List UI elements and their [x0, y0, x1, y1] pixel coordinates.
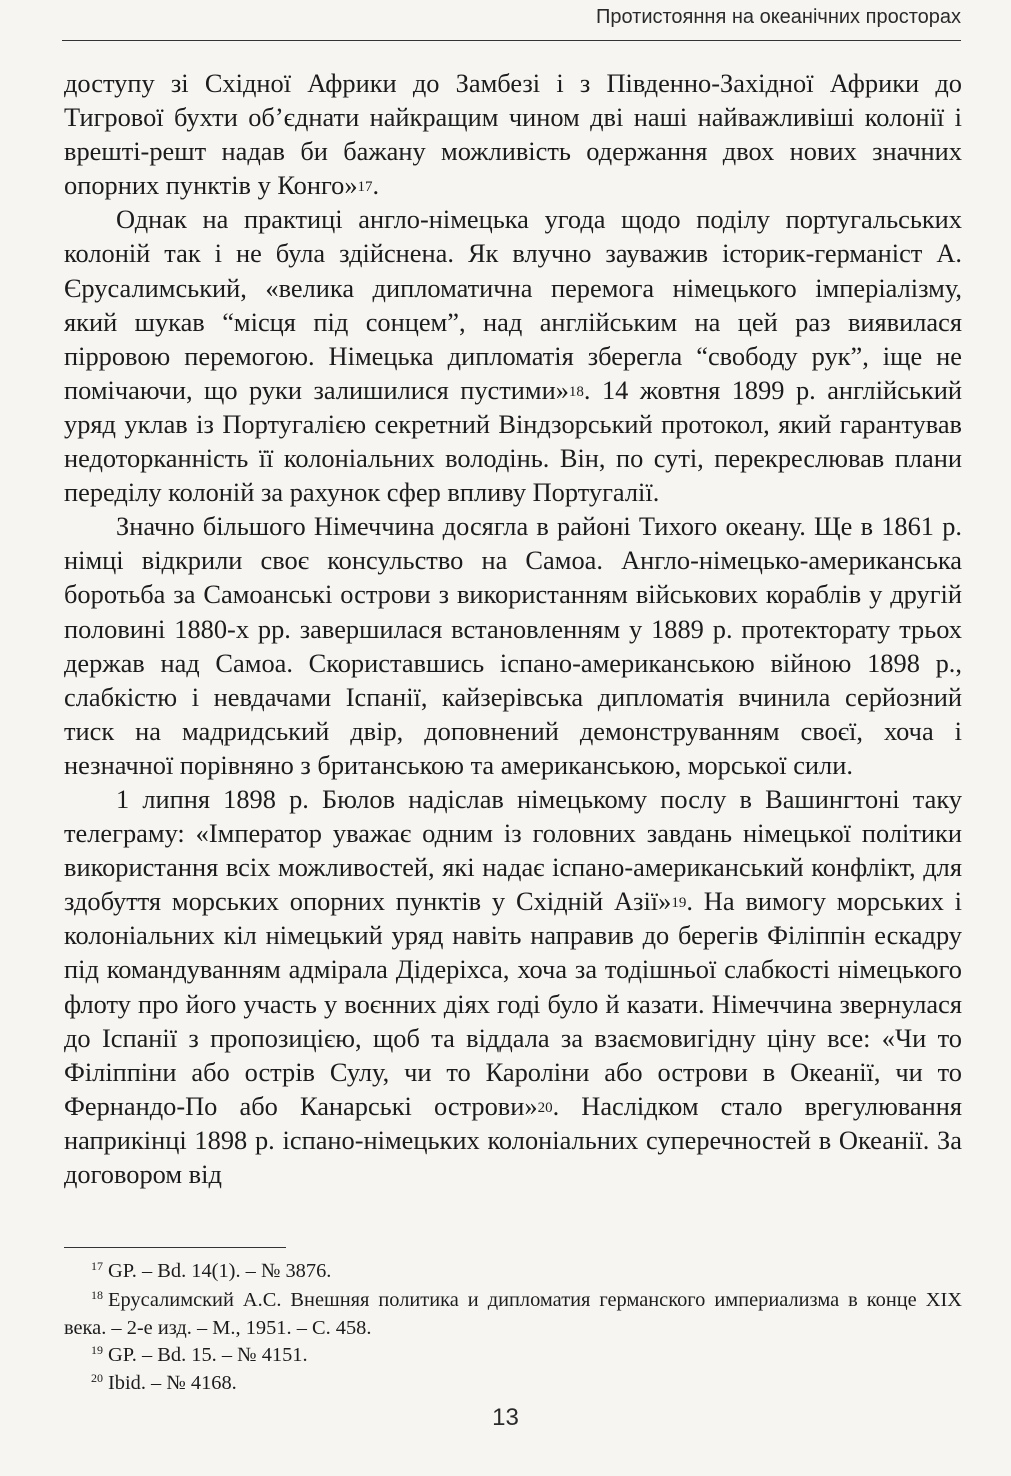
footnote-19: $^{19}$ GP. – Bd. 15. – № 4151.	[91, 1342, 308, 1366]
footnote-rule	[64, 1247, 286, 1248]
body-text	[64, 66, 962, 1191]
footnote-ref-20[interactable]: 20	[537, 1099, 553, 1116]
footnote-ref-18[interactable]: 18	[568, 383, 584, 400]
paragraph-4: 1 липня 1898 р. Бюлов надіслав німецькому послу в Вашингтоні таку телеграму: «Імператор уважає одним із головних завдань німецької політики використання всіх можливостей, які надає іспано-американський конфлікт, для здобуття морських опорних пунктів у Східній Азії»$^{19}$. На вимогу морських і колоніальних кіл німецький уряд навіть направив до берегів Філіппін ескадру під командуванням адмірала Дідеріхса, хоча за тодішньої слабкості німецького флоту про його участь у воєнних діях годі було й казати. Німеччина звернулася до Іспанії з пропозицією, щоб та віддала за взаємовигідну ціну все: «Чи то Філіппіни або острів Сулу, чи то Кароліни або острови в Океанії, чи то Фернандо-По або Канарські острови»$^{20}$. Наслідком стало врегулювання наприкінці 1898 р. іспано-німецьких колоніальних суперечностей в Океанії. За договором від	[64, 783, 962, 1189]
paragraph-1: доступу зі Східної Африки до Замбезі і з Південно-Західної Африки до Тигрової бухти об’єднати найкращим чином дві наші найважливіші колонії і врешті-решт надав би бажану можливість одержання двох нових значних опорних пунктів у Конго»$^{17}$.	[64, 68, 962, 201]
footnote-number: 17	[91, 1259, 103, 1273]
footnote-18: $^{18}$ Ерусалимский А.С. Внешняя политика и дипломатия германского империализма в конце XIX века. – 2-е изд. – М., 1951. – С. 458.	[64, 1287, 962, 1339]
running-head: Протистояння на океанічних просторах	[595, 6, 961, 28]
header-rule	[62, 40, 961, 41]
footnote-number: 20	[91, 1371, 103, 1385]
footnote-number: 19	[91, 1342, 103, 1357]
paragraph-2: Однак на практиці англо-німецька угода щодо поділу португальських колоній так і не була здійснена. Як влучно зауважив історик-германіст А. Єрусалимський, «велика дипломатична перемога німецького імперіалізму, який шукав “місця під сонцем”, над англійським на цей раз виявилася пірровою перемогою. Німецька дипломатія зберегла “свободу рук”, іще не помічаючи, що руки залишилися пустими»$^{18}$. 14 жовтня 1899 р. англійський уряд уклав із Португалією секретний Віндзорський протокол, який гарантував недоторканність її колоніальних володінь. Він, по суті, перекреслював плани переділу колоній за рахунок сфер впливу Португалії.	[64, 204, 962, 508]
footnote-ref-17[interactable]: 17	[357, 179, 373, 196]
footnotes	[64, 1258, 962, 1399]
footnote-number: 18	[91, 1287, 103, 1302]
page-number: 13	[492, 1404, 519, 1431]
footnote-20: $^{20}$ Ibid. – № 4168.	[91, 1371, 237, 1394]
footnote-ref-19[interactable]: 19	[671, 895, 687, 912]
footnote-17: $^{17}$ GP. – Bd. 14(1). – № 3876.	[91, 1259, 332, 1282]
paragraph-3: Значно більшого Німеччина досягла в районі Тихого океану. Ще в 1861 р. німці відкрили своє консульство на Самоа. Англо-німецько-американська боротьба за Самоанські острови з використанням військових кораблів у другій половині 1880-х рр. завершилася встановленням у 1889 р. протекторату трьох держав над Самоа. Скориставшись іспано-американською війною 1898 р., слабкістю і невдачами Іспанії, кайзерівська дипломатія вчинила серйозний тиск на мадридський двір, доповнений демонструванням своєї, хоча і незначної порівняно з британською та американською, морської сили.	[64, 511, 962, 780]
